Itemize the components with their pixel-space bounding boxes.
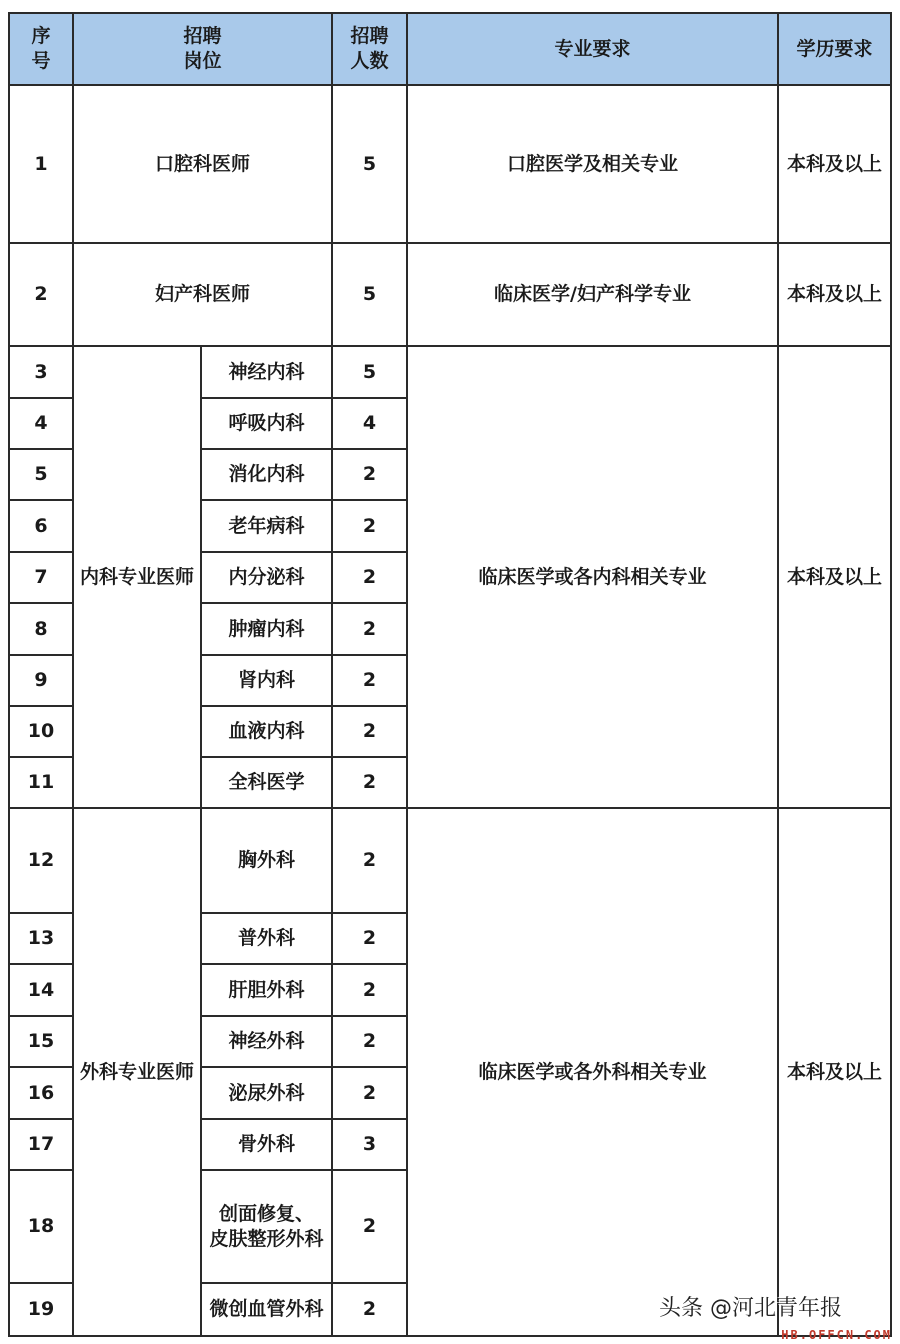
education-requirement: 本科及以上: [778, 808, 891, 1336]
headcount: 2: [332, 1170, 407, 1283]
headcount: 2: [332, 1016, 407, 1067]
header-count: 招聘 人数: [332, 13, 407, 85]
row-number: 5: [9, 449, 73, 500]
row-number: 4: [9, 398, 73, 449]
header-major: 专业要求: [407, 13, 778, 85]
header-row: [9, 13, 891, 85]
headcount: 2: [332, 500, 407, 552]
table-row: [9, 85, 891, 243]
table-row: [9, 346, 891, 398]
sub-department: 血液内科: [201, 706, 332, 757]
recruitment-table: [8, 12, 892, 1337]
sub-department: 骨外科: [201, 1119, 332, 1170]
sub-department: 创面修复、 皮肤整形外科: [201, 1170, 332, 1283]
headcount: 5: [332, 243, 407, 346]
row-number: 16: [9, 1067, 73, 1119]
row-number: 11: [9, 757, 73, 808]
sub-department: 全科医学: [201, 757, 332, 808]
headcount: 2: [332, 655, 407, 706]
position-group: 内科专业医师: [73, 346, 201, 808]
table-body: [9, 85, 891, 1336]
row-number: 1: [9, 85, 73, 243]
headcount: 2: [332, 1067, 407, 1119]
row-number: 15: [9, 1016, 73, 1067]
headcount: 2: [332, 913, 407, 964]
major-requirement: 口腔医学及相关专业: [407, 85, 778, 243]
headcount: 4: [332, 398, 407, 449]
table-row: [9, 808, 891, 913]
position-group: 外科专业医师: [73, 808, 201, 1336]
sub-department: 老年病科: [201, 500, 332, 552]
headcount: 2: [332, 706, 407, 757]
table-row: [9, 243, 891, 346]
sub-department: 消化内科: [201, 449, 332, 500]
education-requirement: 本科及以上: [778, 346, 891, 808]
row-number: 7: [9, 552, 73, 603]
header-position: 招聘 岗位: [73, 13, 332, 85]
row-number: 18: [9, 1170, 73, 1283]
header-no: 序 号: [9, 13, 73, 85]
row-number: 17: [9, 1119, 73, 1170]
sub-department: 肝胆外科: [201, 964, 332, 1016]
headcount: 3: [332, 1119, 407, 1170]
row-number: 8: [9, 603, 73, 655]
row-number: 10: [9, 706, 73, 757]
row-number: 19: [9, 1283, 73, 1336]
headcount: 2: [332, 964, 407, 1016]
sub-department: 神经外科: [201, 1016, 332, 1067]
row-number: 2: [9, 243, 73, 346]
row-number: 13: [9, 913, 73, 964]
major-requirement: 临床医学或各外科相关专业: [407, 808, 778, 1336]
watermark-site: HB.OFFCN.COM: [781, 1328, 892, 1342]
education-requirement: 本科及以上: [778, 243, 891, 346]
sub-department: 肾内科: [201, 655, 332, 706]
headcount: 5: [332, 346, 407, 398]
sub-department: 普外科: [201, 913, 332, 964]
position: 口腔科医师: [73, 85, 332, 243]
position: 妇产科医师: [73, 243, 332, 346]
row-number: 9: [9, 655, 73, 706]
major-requirement: 临床医学或各内科相关专业: [407, 346, 778, 808]
row-number: 6: [9, 500, 73, 552]
headcount: 2: [332, 449, 407, 500]
headcount: 2: [332, 603, 407, 655]
row-number: 12: [9, 808, 73, 913]
sub-department: 胸外科: [201, 808, 332, 913]
sub-department: 内分泌科: [201, 552, 332, 603]
sub-department: 神经内科: [201, 346, 332, 398]
sub-department: 肿瘤内科: [201, 603, 332, 655]
major-requirement: 临床医学/妇产科学专业: [407, 243, 778, 346]
header-education: 学历要求: [778, 13, 891, 85]
headcount: 5: [332, 85, 407, 243]
sub-department: 微创血管外科: [201, 1283, 332, 1336]
row-number: 14: [9, 964, 73, 1016]
watermark-text: 头条 @河北青年报: [659, 1296, 842, 1321]
headcount: 2: [332, 757, 407, 808]
row-number: 3: [9, 346, 73, 398]
headcount: 2: [332, 1283, 407, 1336]
sub-department: 呼吸内科: [201, 398, 332, 449]
sub-department: 泌尿外科: [201, 1067, 332, 1119]
education-requirement: 本科及以上: [778, 85, 891, 243]
headcount: 2: [332, 552, 407, 603]
headcount: 2: [332, 808, 407, 913]
